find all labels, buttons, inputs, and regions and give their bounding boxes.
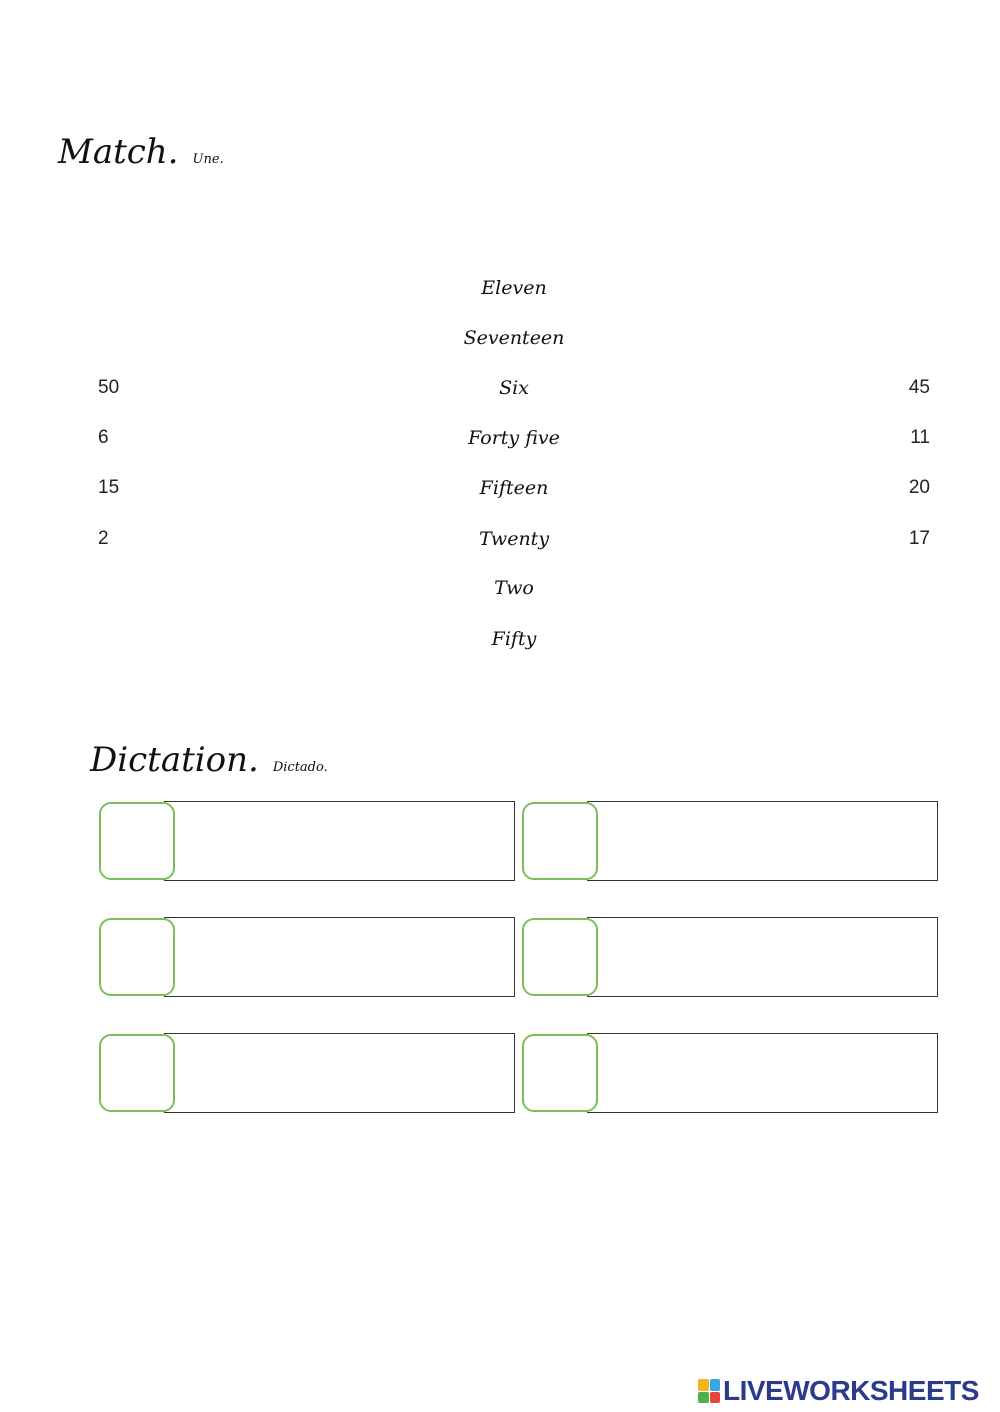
dictation-number-box[interactable] xyxy=(99,802,175,880)
right-number[interactable]: 45 xyxy=(908,377,930,398)
dictation-answer-field[interactable] xyxy=(587,1033,938,1113)
dictation-answer-field[interactable] xyxy=(587,801,938,881)
brand-text: LIVEWORKSHEETS xyxy=(723,1375,979,1406)
word-item[interactable]: Fifty xyxy=(491,628,537,650)
left-number[interactable]: 2 xyxy=(98,528,109,549)
dictation-row xyxy=(522,917,937,997)
dictation-row xyxy=(522,801,937,881)
dictation-answer-field[interactable] xyxy=(587,917,938,997)
word-item[interactable]: Fifteen xyxy=(479,477,549,499)
dictation-row xyxy=(99,1033,514,1113)
word-item[interactable]: Six xyxy=(499,377,529,399)
dictation-subheading: Dictado. xyxy=(272,760,328,775)
dictation-number-box[interactable] xyxy=(99,1034,175,1112)
left-number[interactable]: 50 xyxy=(98,377,120,398)
left-number[interactable]: 15 xyxy=(98,477,120,498)
dictation-number-box[interactable] xyxy=(522,918,598,996)
word-item[interactable]: Seventeen xyxy=(463,327,565,349)
match-subheading: Une. xyxy=(192,152,224,167)
word-item[interactable]: Forty five xyxy=(468,427,560,449)
word-item[interactable]: Eleven xyxy=(481,277,547,299)
dictation-answer-field[interactable] xyxy=(164,917,515,997)
liveworksheets-logo-icon xyxy=(698,1379,720,1403)
dictation-row xyxy=(99,917,514,997)
right-number[interactable]: 17 xyxy=(908,528,930,549)
dictation-row xyxy=(522,1033,937,1113)
word-item[interactable]: Twenty xyxy=(478,528,550,550)
dictation-title xyxy=(90,740,328,780)
word-item[interactable]: Two xyxy=(494,577,534,599)
dictation-number-box[interactable] xyxy=(522,1034,598,1112)
dictation-row xyxy=(99,801,514,881)
match-heading: Match. xyxy=(58,132,179,172)
right-number[interactable]: 20 xyxy=(908,477,930,498)
dictation-answer-field[interactable] xyxy=(164,1033,515,1113)
right-number[interactable]: 11 xyxy=(910,427,930,448)
dictation-number-box[interactable] xyxy=(99,918,175,996)
dictation-heading: Dictation. xyxy=(90,740,259,780)
match-title xyxy=(58,132,224,172)
liveworksheets-brand xyxy=(698,1376,979,1406)
dictation-number-box[interactable] xyxy=(522,802,598,880)
dictation-answer-field[interactable] xyxy=(164,801,515,881)
left-number[interactable]: 6 xyxy=(98,427,109,448)
